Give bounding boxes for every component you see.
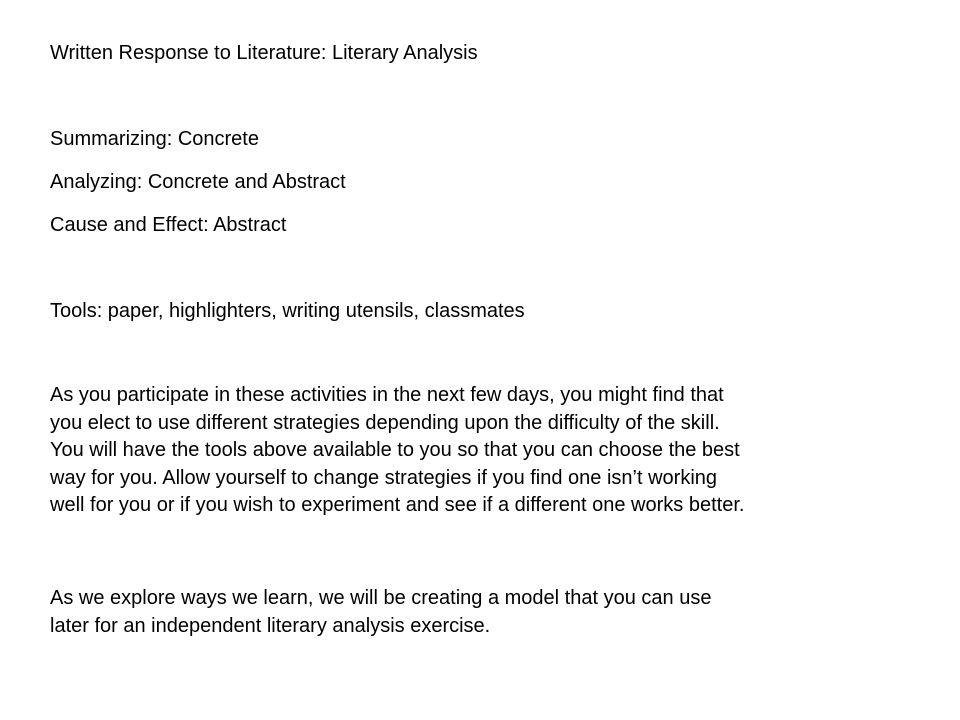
paragraph-line: As you participate in these activities in the next few days, you might find that xyxy=(50,384,724,406)
tools-line: Tools: paper, highlighters, writing utensils, classmates xyxy=(50,300,525,322)
skill-cause-effect: Cause and Effect: Abstract xyxy=(50,214,287,236)
paragraph-line: You will have the tools above available to you so that you can choose the best xyxy=(50,439,740,461)
paragraph-line: As we explore ways we learn, we will be creating a model that you can use xyxy=(50,587,712,609)
paragraph-line: well for you or if you wish to experiment and see if a different one works better. xyxy=(50,494,745,516)
strategies-paragraph xyxy=(50,382,930,520)
paragraph-line: you elect to use different strategies depending upon the difficulty of the skill. xyxy=(50,411,720,434)
skill-analyzing: Analyzing: Concrete and Abstract xyxy=(50,171,346,193)
paragraph-line: later for an independent literary analysis exercise. xyxy=(50,614,491,637)
page-title: Written Response to Literature: Literary Analysis xyxy=(50,42,478,64)
model-paragraph xyxy=(50,585,930,640)
paragraph-line: way for you. Allow yourself to change strategies if you find one isn’t working xyxy=(50,466,718,489)
skill-summarizing: Summarizing: Concrete xyxy=(50,128,259,150)
